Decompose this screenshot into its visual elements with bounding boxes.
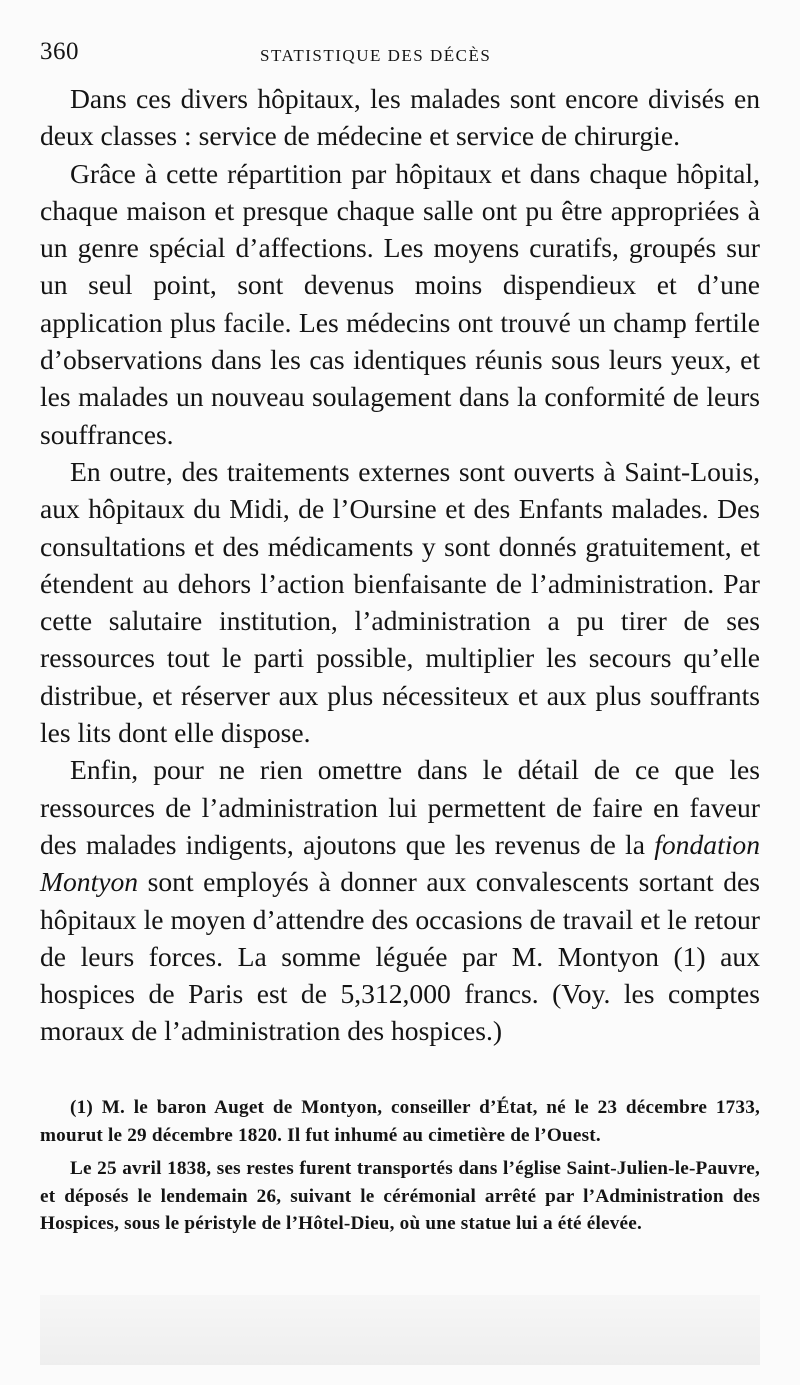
- footnote-1-continued: Le 25 avril 1838, ses restes furent transportés dans l’église Saint-Julien-le-Pauvre, et déposés le lendemain 26, suivant le cérémonial arrêté par l’Administration des Hospices, sous le péristyle de l’Hôtel-Dieu, où une statue lui a été élevée.: [40, 1158, 760, 1234]
- foundation-name: fondation Montyon: [40, 828, 760, 898]
- footnote-1: (1) M. le baron Auget de Montyon, conseiller d’État, né le 23 décembre 1733, mourut le 29 décembre 1820. Il fut inhumé au cimetière de l’Ouest.: [40, 1097, 760, 1146]
- paragraph-4-start: Enfin, pour ne rien omettre dans le détail de ce que les ressources de l’administration lui permettent de faire en faveur des malades indigents, ajoutons que les revenus de la: [40, 754, 760, 860]
- main-text: [40, 80, 760, 1050]
- paragraph-4-end: sont employés à donner aux convalescents sortant des hôpitaux le moyen d’attendre des occasions de travail et le retour de leurs forces. La somme léguée par M. Montyon (1) aux hospices de Paris est de 5,312,000 francs. (Voy. les comptes moraux de l’administration des hospices.): [40, 866, 760, 1047]
- show-through-area: [40, 1295, 760, 1365]
- paragraph-4: [40, 751, 760, 1049]
- paragraph-1: Dans ces divers hôpitaux, les malades sont encore divisés en deux classes : service de médecine et service de chirurgie.: [40, 83, 760, 152]
- paragraph-3: En outre, des traitements externes sont ouverts à Saint-Louis, aux hôpitaux du Midi, de l’Oursine et des Enfants malades. Des consultations et des médicaments y sont donnés gratuitement, et étendent au dehors l’action bienfaisante de l’administration. Par cette salutaire institution, l’administration a pu tirer de ses ressources tout le parti possible, multiplier les secours qu’elle distribue, et réserver aux plus nécessiteux et aux plus souffrants les lits dont elle dispose.: [40, 455, 760, 749]
- paragraph-2: Grâce à cette répartition par hôpitaux et dans chaque hôpital, chaque maison et presque chaque salle ont pu être appropriées à un genre spécial d’affections. Les moyens curatifs, groupés sur un seul point, sont devenus moins dispendieux et d’une application plus facile. Les médecins ont trouvé un champ fertile d’observations dans les cas identiques réunis sous leurs yeux, et les malades un nouveau soulagement dans la conformité de leurs souffrances.: [40, 157, 760, 450]
- footnotes: [40, 1094, 760, 1238]
- page-number: 360: [40, 38, 79, 65]
- page-header: [40, 38, 758, 78]
- running-title: STATISTIQUE DES DÉCÈS: [260, 46, 492, 65]
